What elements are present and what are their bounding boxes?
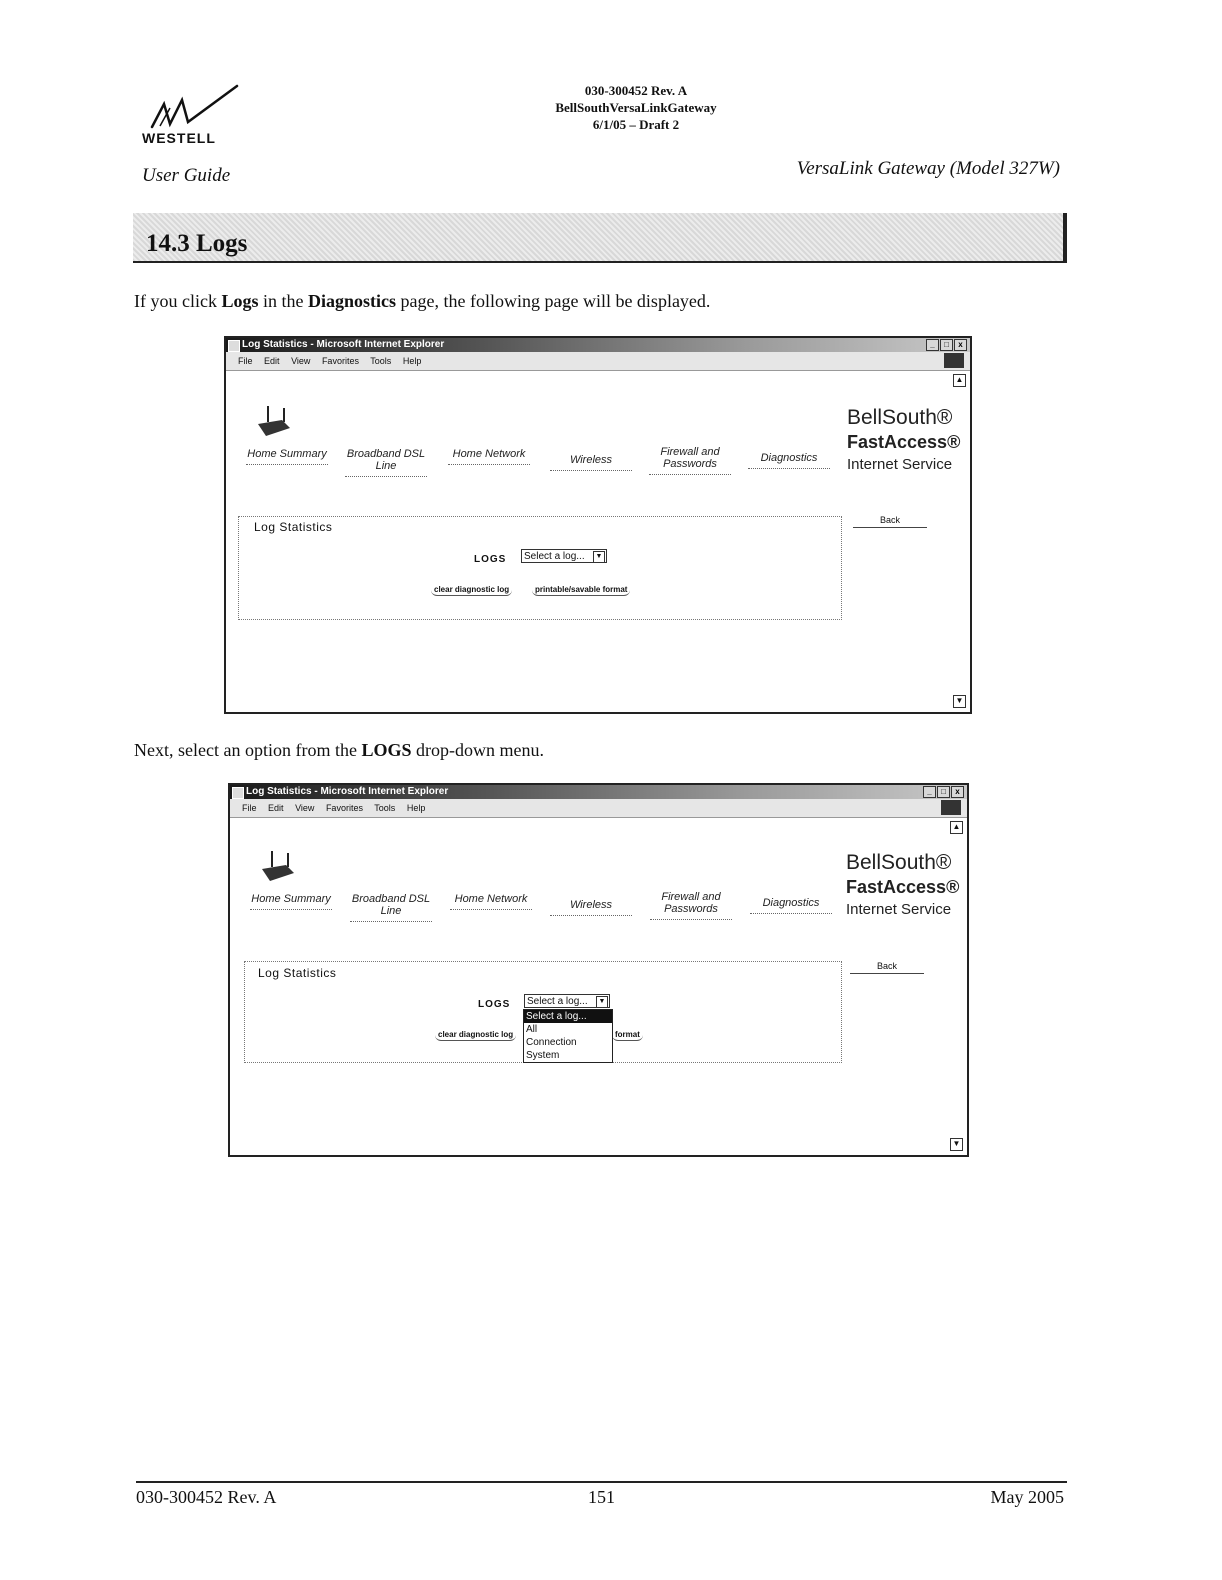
brand-fastaccess: FastAccess® bbox=[847, 432, 961, 452]
menu-bar bbox=[226, 352, 970, 371]
logs-select-value: Select a log... bbox=[527, 996, 588, 1007]
menu-tools[interactable]: Tools bbox=[370, 356, 392, 366]
section-title: 14.3 Logs bbox=[146, 230, 248, 257]
ie-throbber-icon bbox=[944, 353, 964, 368]
brand-internet-service: Internet Service bbox=[847, 456, 953, 473]
logs-label: LOGS bbox=[478, 999, 511, 1010]
nav-diagnostics[interactable]: Diagnostics bbox=[748, 452, 830, 469]
document-info bbox=[500, 82, 772, 133]
panel-title: Log Statistics bbox=[254, 520, 333, 534]
menu-edit[interactable]: Edit bbox=[264, 356, 280, 366]
text: Next, select an option from the bbox=[134, 740, 362, 760]
section-bar bbox=[133, 213, 1067, 263]
nav-home-summary[interactable]: Home Summary bbox=[250, 893, 332, 910]
bold-text: Diagnostics bbox=[307, 291, 396, 311]
paragraph-2 bbox=[134, 740, 544, 761]
brand-fastaccess: FastAccess® bbox=[846, 877, 960, 897]
dropdown-arrow-icon: ▼ bbox=[593, 551, 605, 563]
logo-text: WESTELL bbox=[142, 130, 216, 146]
footer-rule bbox=[136, 1481, 1067, 1483]
window-title: Log Statistics - Microsoft Internet Explorer bbox=[246, 786, 449, 797]
text: If you click bbox=[134, 291, 222, 311]
nav-home-network[interactable]: Home Network bbox=[450, 893, 532, 910]
menu-help[interactable]: Help bbox=[406, 803, 426, 813]
menu-view[interactable]: View bbox=[295, 803, 315, 813]
dropdown-arrow-icon: ▼ bbox=[596, 996, 608, 1008]
router-icon bbox=[254, 404, 292, 440]
nav-diagnostics[interactable]: Diagnostics bbox=[750, 897, 832, 914]
scroll-down-arrow-icon[interactable]: ▼ bbox=[950, 1138, 963, 1151]
printable-savable-format-button[interactable]: printable/savable format bbox=[532, 584, 630, 596]
text: page, the following page will be displayed. bbox=[396, 291, 711, 311]
paragraph-1 bbox=[134, 291, 710, 312]
clear-diagnostic-log-button[interactable]: clear diagnostic log bbox=[435, 1029, 516, 1041]
clear-diagnostic-log-button[interactable]: clear diagnostic log bbox=[431, 584, 512, 596]
guide-label-left: User Guide bbox=[142, 165, 231, 186]
window-title: Log Statistics - Microsoft Internet Explorer bbox=[242, 339, 445, 350]
doc-number: 030-300452 Rev. A bbox=[584, 83, 688, 98]
router-icon bbox=[258, 849, 296, 885]
scroll-up-arrow-icon[interactable]: ▲ bbox=[950, 821, 963, 834]
menu-help[interactable]: Help bbox=[402, 356, 422, 366]
title-bar bbox=[230, 785, 967, 799]
footer-doc-number: 030-300452 Rev. A bbox=[136, 1487, 277, 1507]
menu-favorites[interactable]: Favorites bbox=[325, 803, 363, 813]
logs-select-value: Select a log... bbox=[524, 551, 585, 562]
footer-date: May 2005 bbox=[990, 1487, 1064, 1507]
nav-firewall-and-passwords[interactable]: Firewall and Passwords bbox=[650, 891, 732, 920]
doc-date: 6/1/05 – Draft 2 bbox=[592, 117, 680, 132]
logs-select[interactable] bbox=[521, 549, 607, 563]
nav-home-network[interactable]: Home Network bbox=[448, 448, 530, 465]
logs-label: LOGS bbox=[474, 554, 507, 565]
text: in the bbox=[258, 291, 308, 311]
dropdown-option-connection[interactable]: Connection bbox=[526, 1037, 577, 1048]
maximize-button[interactable]: □ bbox=[937, 786, 950, 798]
menu-view[interactable]: View bbox=[291, 356, 311, 366]
panel-title: Log Statistics bbox=[258, 966, 337, 980]
dropdown-option-select-a-log[interactable]: Select a log... bbox=[524, 1010, 612, 1023]
minimize-button[interactable]: _ bbox=[926, 339, 939, 351]
title-bar bbox=[226, 338, 970, 352]
printable-savable-format-button[interactable]: format bbox=[612, 1029, 643, 1041]
brand-internet-service: Internet Service bbox=[846, 901, 952, 918]
nav-wireless[interactable]: Wireless bbox=[550, 899, 632, 916]
guide-label-right: VersaLink Gateway (Model 327W) bbox=[796, 158, 1060, 179]
text: drop-down menu. bbox=[411, 740, 544, 760]
back-link[interactable]: Back bbox=[853, 515, 927, 528]
menu-file[interactable]: File bbox=[238, 356, 253, 366]
footer-page-number: 151 bbox=[588, 1487, 615, 1507]
menu-favorites[interactable]: Favorites bbox=[321, 356, 359, 366]
doc-name: BellSouthVersaLinkGateway bbox=[555, 100, 717, 115]
window-controls bbox=[926, 339, 967, 351]
browser-window-1 bbox=[224, 336, 972, 714]
nav-firewall-and-passwords[interactable]: Firewall and Passwords bbox=[649, 446, 731, 475]
bold-text: Logs bbox=[221, 291, 259, 311]
bold-text: LOGS bbox=[361, 740, 412, 760]
nav-wireless[interactable]: Wireless bbox=[550, 454, 632, 471]
scroll-down-arrow-icon[interactable]: ▼ bbox=[953, 695, 966, 708]
menu-bar bbox=[230, 799, 967, 818]
menu-edit[interactable]: Edit bbox=[268, 803, 284, 813]
brand-bellsouth: BellSouth® bbox=[847, 406, 953, 429]
maximize-button[interactable]: □ bbox=[940, 339, 953, 351]
menu-tools[interactable]: Tools bbox=[374, 803, 396, 813]
scroll-up-arrow-icon[interactable]: ▲ bbox=[953, 374, 966, 387]
nav-broadband-dsl-line[interactable]: Broadband DSL Line bbox=[350, 893, 432, 922]
back-link[interactable]: Back bbox=[850, 961, 924, 974]
nav-broadband-dsl-line[interactable]: Broadband DSL Line bbox=[345, 448, 427, 477]
logs-select[interactable] bbox=[524, 994, 610, 1008]
nav-home-summary[interactable]: Home Summary bbox=[246, 448, 328, 465]
ie-icon bbox=[228, 340, 240, 352]
dropdown-option-system[interactable]: System bbox=[526, 1050, 560, 1061]
menu-file[interactable]: File bbox=[242, 803, 257, 813]
close-button[interactable]: x bbox=[954, 339, 967, 351]
logs-dropdown-list bbox=[523, 1009, 613, 1063]
brand-bellsouth: BellSouth® bbox=[846, 851, 952, 874]
dropdown-option-all[interactable]: All bbox=[526, 1024, 538, 1035]
ie-throbber-icon bbox=[941, 800, 961, 815]
browser-window-2 bbox=[228, 783, 969, 1157]
window-controls bbox=[923, 786, 964, 798]
ie-icon bbox=[232, 787, 244, 799]
minimize-button[interactable]: _ bbox=[923, 786, 936, 798]
close-button[interactable]: x bbox=[951, 786, 964, 798]
